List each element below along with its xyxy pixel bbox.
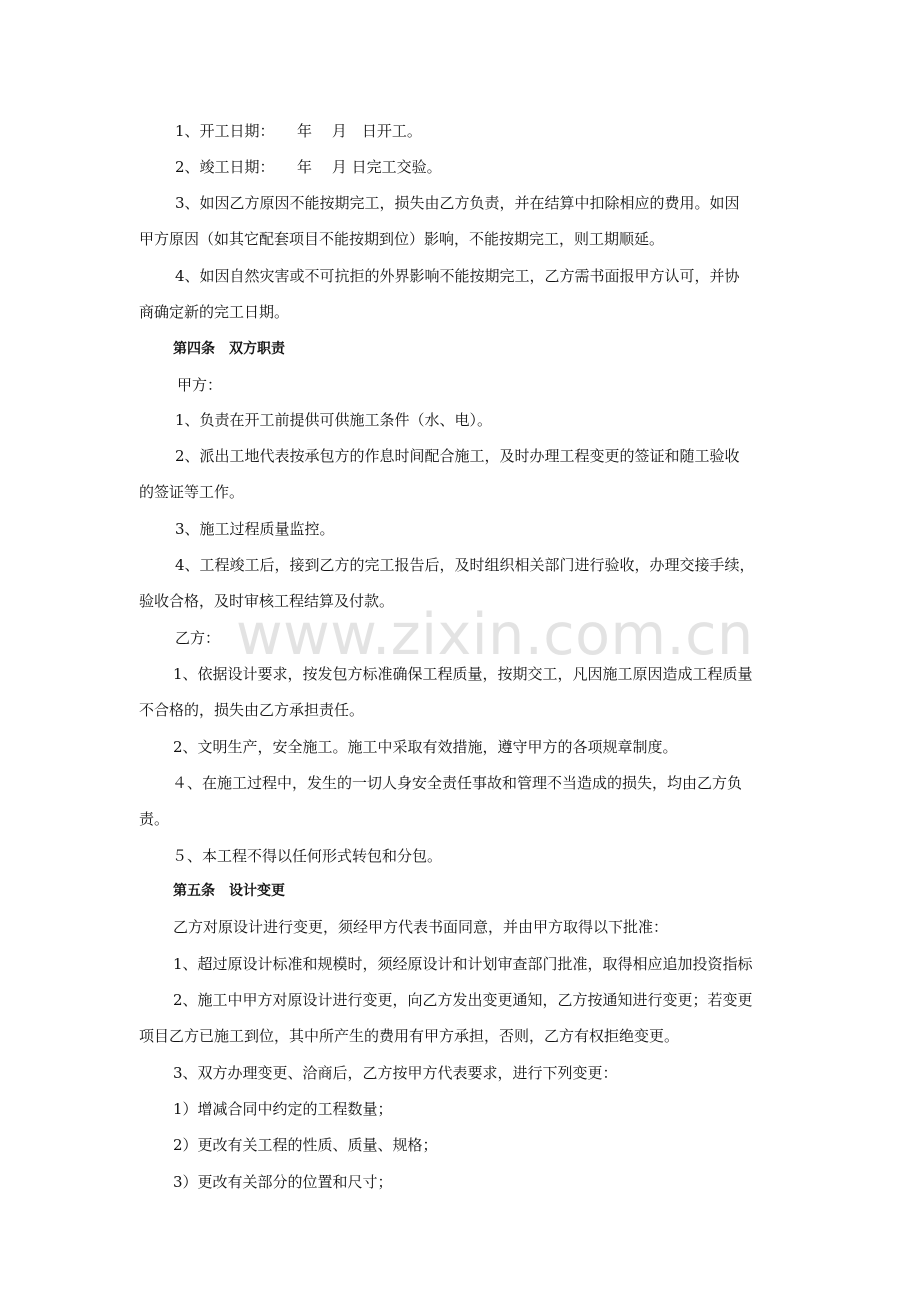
party-a-item: 2、派出工地代表按承包方的作息时间配合施工，及时办理工程变更的签证和随工验收 (175, 447, 740, 465)
design-change-subitem: 2）更改有关工程的性质、质量、规格； (173, 1136, 438, 1154)
party-b-item-continuation: 责。 (139, 810, 170, 828)
start-date-line: 1、开工日期： 年 月 日开工。 (175, 122, 422, 140)
design-change-item: 2、施工中甲方对原设计进行变更，向乙方发出变更通知，乙方按通知进行变更；若变更 (173, 991, 753, 1009)
force-majeure-line-2: 商确定新的完工日期。 (139, 303, 290, 321)
party-a-item-continuation: 的签证等工作。 (139, 483, 245, 501)
party-b-item: ５、本工程不得以任何形式转包和分包。 (172, 847, 443, 865)
design-change-subitem: 1）增减合同中约定的工程数量； (173, 1100, 393, 1118)
delay-clause-line-2: 甲方原因（如其它配套项目不能按期到位）影响，不能按期完工，则工期顺延。 (139, 230, 665, 248)
design-change-item: 3、双方办理变更、洽商后，乙方按甲方代表要求，进行下列变更： (173, 1064, 618, 1082)
party-a-label: 甲方： (177, 376, 223, 394)
party-b-item: 2、文明生产，安全施工。施工中采取有效措施，遵守甲方的各项规章制度。 (173, 738, 678, 756)
party-a-item: 3、施工过程质量监控。 (175, 520, 335, 538)
party-b-item-continuation: 不合格的，损失由乙方承担责任。 (139, 701, 365, 719)
party-a-item: 4、工程竣工后，接到乙方的完工报告后，及时组织相关部门进行验收，办理交接手续， (175, 556, 755, 574)
party-b-item: ４、在施工过程中，发生的一切人身安全责任事故和管理不当造成的损失，均由乙方负 (172, 774, 743, 792)
party-b-item: 1、依据设计要求，按发包方标准确保工程质量，按期交工，凡因施工原因造成工程质量 (173, 665, 753, 683)
design-change-subitem: 3）更改有关部分的位置和尺寸； (173, 1173, 393, 1191)
watermark: www.zixin.com.cn (236, 602, 754, 668)
article4-heading: 第四条 双方职责 (173, 341, 285, 357)
design-change-intro: 乙方对原设计进行变更，须经甲方代表书面同意，并由甲方取得以下批准： (173, 918, 669, 936)
party-b-label: 乙方： (175, 629, 221, 647)
design-change-item: 1、超过原设计标准和规模时，须经原设计和计划审查部门批准，取得相应追加投资指标 (173, 955, 753, 973)
party-a-item-continuation: 验收合格，及时审核工程结算及付款。 (139, 592, 395, 610)
design-change-item-continuation: 项目乙方已施工到位，其中所产生的费用有甲方承担，否则，乙方有权拒绝变更。 (139, 1027, 680, 1045)
force-majeure-line-1: 4、如因自然灾害或不可抗拒的外界影响不能按期完工，乙方需书面报甲方认可，并协 (175, 267, 740, 285)
delay-clause-line-1: 3、如因乙方原因不能按期完工，损失由乙方负责，并在结算中扣除相应的费用。如因 (175, 194, 740, 212)
party-a-item: 1、负责在开工前提供可供施工条件（水、电）。 (175, 411, 493, 429)
article5-heading: 第五条 设计变更 (173, 883, 285, 899)
completion-date-line: 2、竣工日期： 年 月 日完工交验。 (175, 158, 442, 176)
